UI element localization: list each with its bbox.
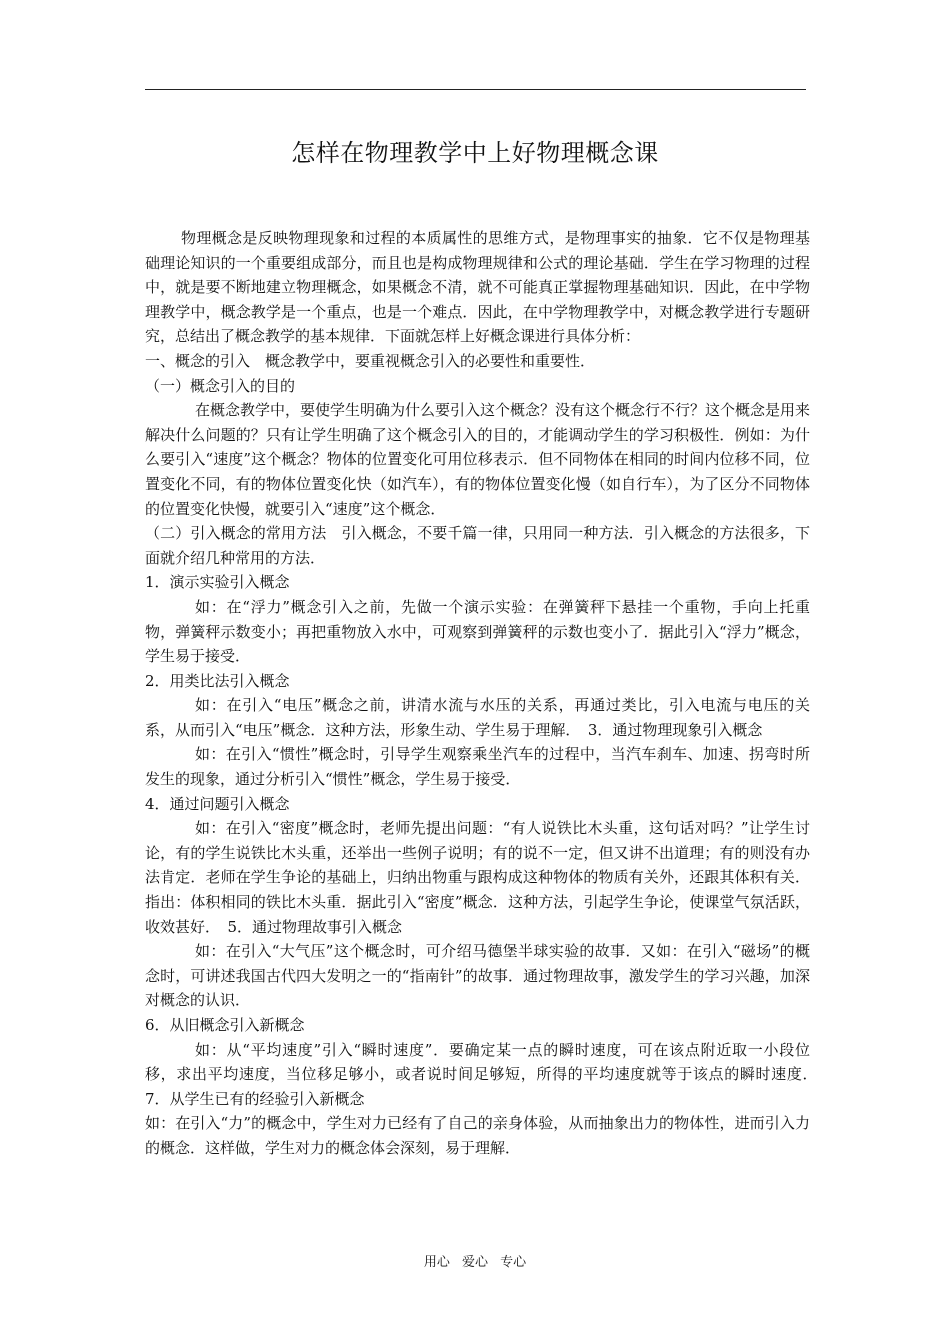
paragraph: 如：在引入“惯性”概念时，引导学生观察乘坐汽车的过程中，当汽车刹车、加速、拐弯时所发生的现象，通过分析引入“惯性”概念，学生易于接受． [145,745,810,789]
section-heading: 一、概念的引入 概念教学中，要重视概念引入的必要性和重要性． [145,351,596,370]
document-title: 怎样在物理教学中上好物理概念课 [291,139,659,167]
header-rule [145,89,806,90]
paragraph: 如：在引入“密度”概念时，老师先提出问题：“有人说铁比木头重，这句话对吗？”让学生讨论，有的学生说铁比木头重，还举出一些例子说明；有的说不一定，但又讲不出道理；有的则没有办法肯定．老师在学生争论的基础上，归纳出物重与跟构成这种物体的物质有关外，还跟其体积有关．指出：体积相同的铁比木头重．据此引入“密度”概念．这种方法，引起学生争论，使课堂气氛活跃，收效甚好． 5．通过物理故事引入概念 [145,819,810,936]
document-body [145,226,826,1161]
subsection-heading: （二）引入概念的常用方法 引入概念，不要千篇一律，只用同一种方法．引入概念的方法很多，下面就介绍几种常用的方法． [145,524,810,567]
paragraph: 如：从“平均速度”引入“瞬时速度”．要确定某一点的瞬时速度，可在该点附近取一小段位移，求出平均速度，当位移足够小，或者说时间足够短，所得的平均速度就等于该点的瞬时速度． 7．从学生已有的经验引入新概念 [145,1040,826,1108]
paragraph: 在概念教学中，要使学生明确为什么要引入这个概念？没有这个概念行不行？这个概念是用来解决什么问题的？只有让学生明确了这个概念引入的目的，才能调动学生的学习积极性．例如：为什么要引入“速度”这个概念？物体的位置变化可用位移表示．但不同物体在相同的时间内位移不同，位置变化不同，有的物体位置变化快（如汽车），有的物体位置变化慢（如自行车），为了区分不同物体的位置变化快慢，就要引入“速度”这个概念． [145,401,811,518]
subsection-heading: （一）概念引入的目的 [145,376,296,395]
page-footer: 用心 爱心 专心 [423,1255,527,1270]
paragraph: 如：在引入“力”的概念中，学生对力已经有了自己的亲身体验，从而抽象出力的物体性，进而引入力的概念．这样做，学生对力的概念体会深刻，易于理解． [145,1114,810,1157]
list-heading: 6．从旧概念引入新概念 [145,1016,305,1034]
paragraph: 如：在引入“大气压”这个概念时，可介绍马德堡半球实验的故事．又如：在引入“磁场”的概念时，可讲述我国古代四大发明之一的“指南针”的故事．通过物理故事，激发学生的学习兴趣，加深对概念的认识． [145,942,810,1010]
paragraph: 物理概念是反映物理现象和过程的本质属性的思维方式，是物理事实的抽象．它不仅是物理基础理论知识的一个重要组成部分，而且也是构成物理规律和公式的理论基础．学生在学习物理的过程中，就是要不断地建立物理概念，如果概念不清，就不可能真正掌握物理基础知识．因此，在中学物理教学中，概念教学是一个重点，也是一个难点．因此，在中学物理教学中，对概念教学进行专题研究，总结出了概念教学的基本规律．下面就怎样上好概念课进行具体分析： [145,229,810,346]
paragraph: 如：在“浮力”概念引入之前，先做一个演示实验：在弹簧秤下悬挂一个重物，手向上托重物，弹簧秤示数变小；再把重物放入水中，可观察到弹簧秤的示数也变小了．据此引入“浮力”概念，学生易于接受． [145,597,810,666]
paragraph: 如：在引入“电压”概念之前，讲清水流与水压的关系，再通过类比，引入电流与电压的关系，从而引入“电压”概念．这种方法，形象生动、学生易于理解． 3．通过物理现象引入概念 [145,696,810,739]
list-heading: 1．演示实验引入概念 [145,573,290,592]
list-heading: 2．用类比法引入概念 [145,671,290,690]
list-heading: 4．通过问题引入概念 [145,794,290,813]
